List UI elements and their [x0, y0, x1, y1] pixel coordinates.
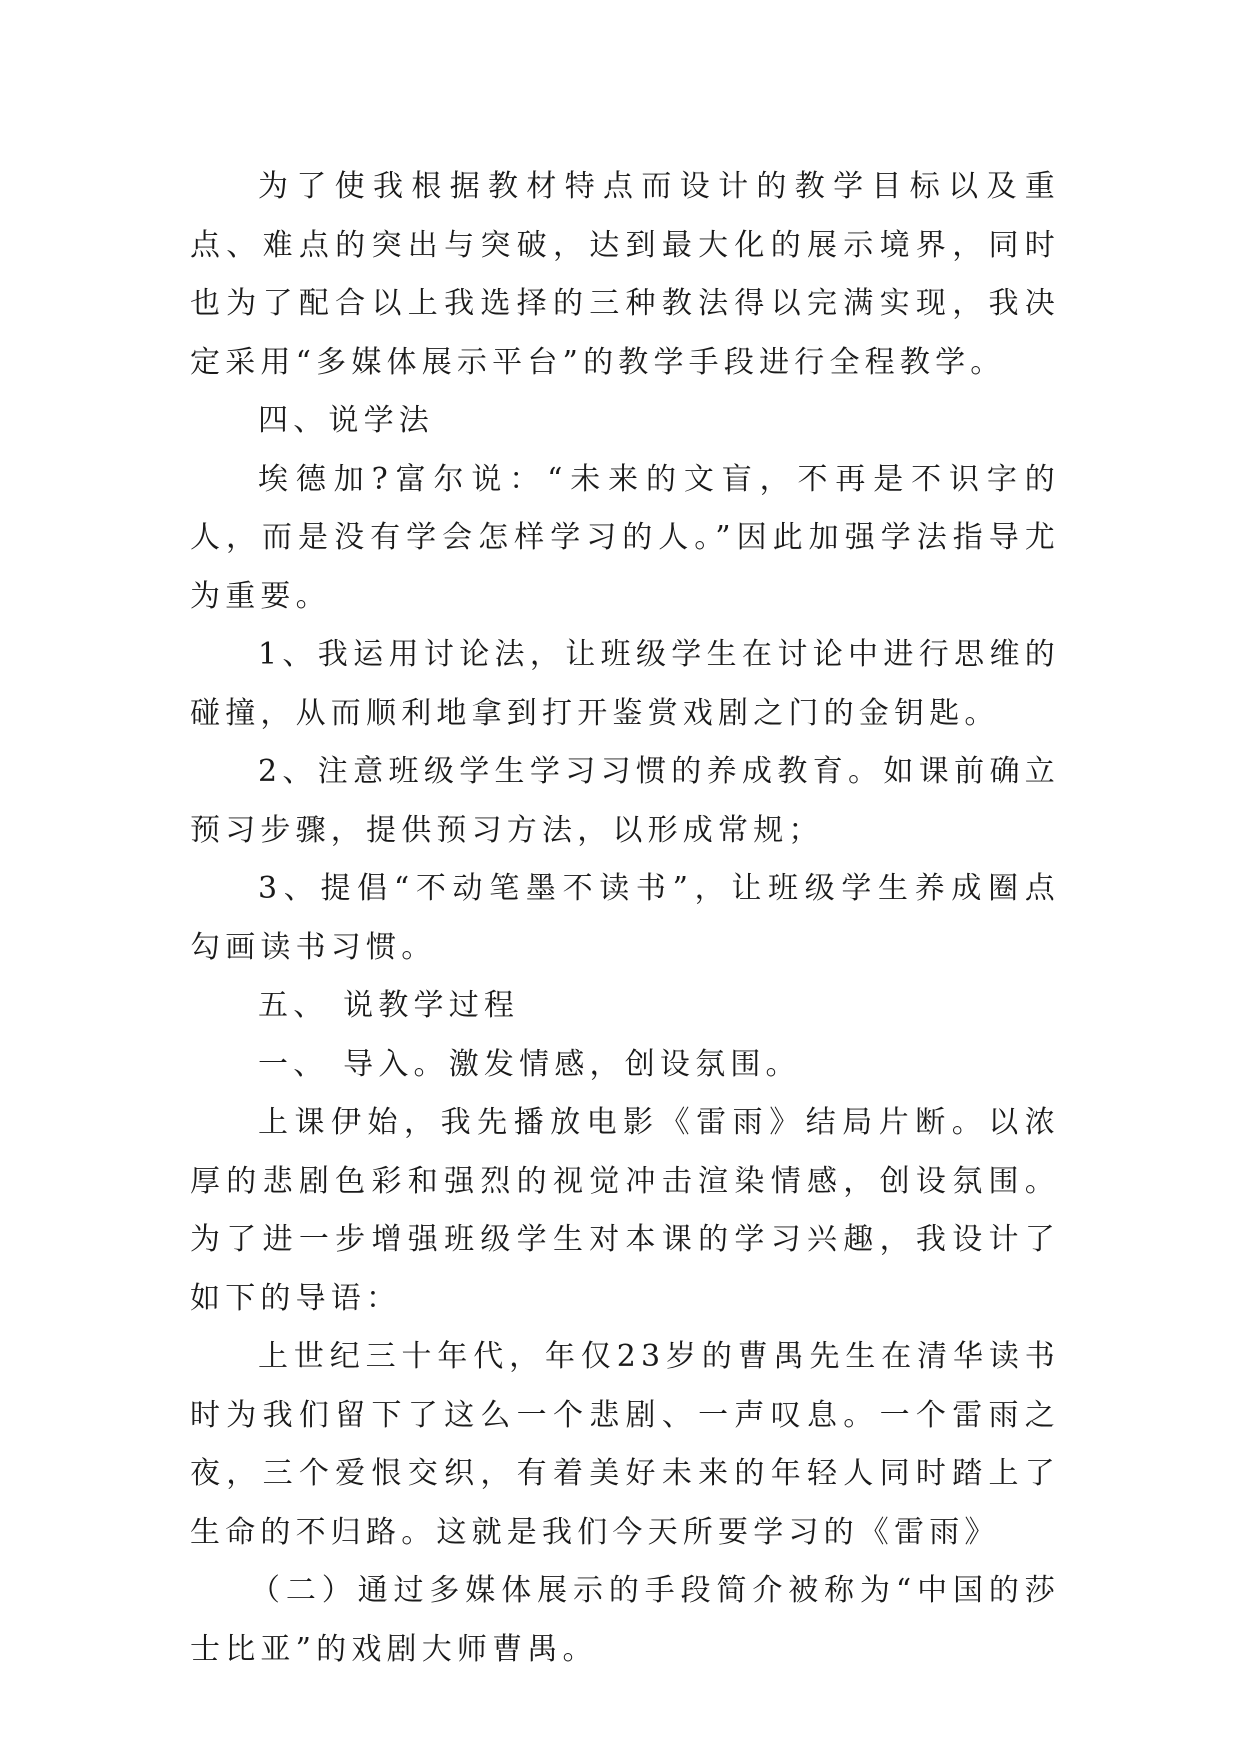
- section-heading-teaching-process: 五、 说教学过程: [258, 988, 520, 1023]
- paragraph-quote: 埃德加?富尔说：“未来的文盲，不再是不识字的人，而是没有学会怎样学习的人。”因此加强学法指导尤为重要。: [190, 461, 1060, 614]
- document-page: [190, 158, 1060, 1679]
- paragraph-method-1: 1、我运用讨论法，让班级学生在讨论中进行思维的碰撞，从而顺利地拿到打开鉴赏戏剧之门的金钥匙。: [190, 637, 1060, 731]
- paragraph-method-2: 2、注意班级学生学习习惯的养成教育。如课前确立预习步骤，提供预习方法，以形成常规；: [190, 754, 1060, 848]
- section-heading-study-methods: 四、说学法: [258, 403, 434, 438]
- paragraph-lead-in: 上世纪三十年代，年仅23岁的曹禺先生在清华读书时为我们留下了这么一个悲剧、一声叹息。一个雷雨之夜，三个爱恨交织，有着美好未来的年轻人同时踏上了生命的不归路。这就是我们今天所要学习的《雷雨》: [190, 1339, 1060, 1550]
- paragraph-teaching-means: 为了使我根据教材特点而设计的教学目标以及重点、难点的突出与突破，达到最大化的展示境界，同时也为了配合以上我选择的三种教法得以完满实现，我决定采用“多媒体展示平台”的教学手段进行全程教学。: [190, 169, 1060, 380]
- paragraph-author-intro: （二）通过多媒体展示的手段简介被称为“中国的莎士比亚”的戏剧大师曹禺。: [190, 1573, 1060, 1667]
- subheading-introduction: 一、 导入。激发情感，创设氛围。: [258, 1046, 801, 1082]
- paragraph-film-intro: 上课伊始，我先播放电影《雷雨》结局片断。以浓厚的悲剧色彩和强烈的视觉冲击渲染情感，创设氛围。为了进一步增强班级学生对本课的学习兴趣，我设计了如下的导语：: [190, 1105, 1060, 1316]
- paragraph-method-3: 3、提倡“不动笔墨不读书”，让班级学生养成圈点勾画读书习惯。: [190, 871, 1060, 965]
